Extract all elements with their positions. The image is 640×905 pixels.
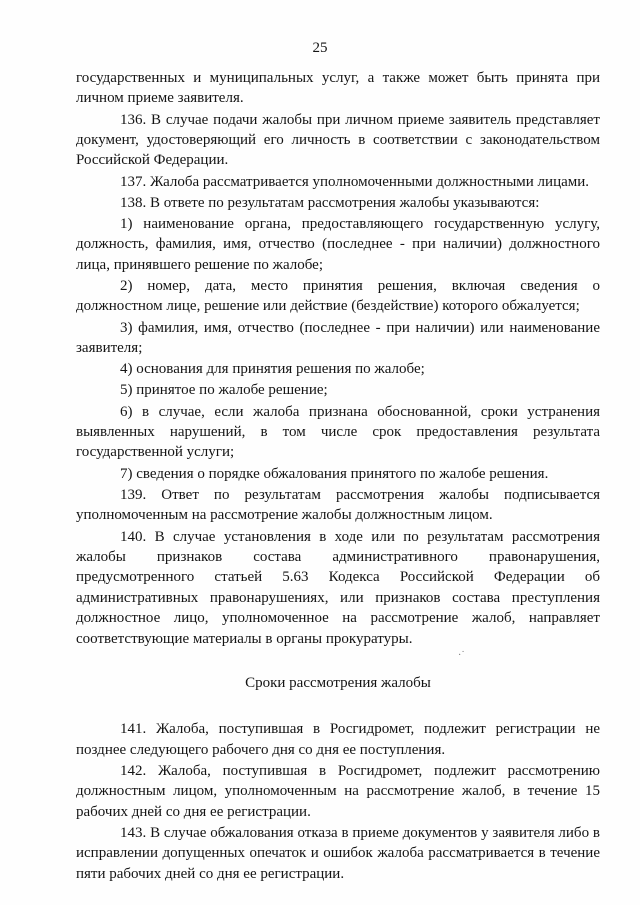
paragraph-continuation: государственных и муниципальных услуг, а также может быть принята при личном приеме заявителя. [76, 70, 600, 107]
list-item-3: 3) фамилия, имя, отчество (последнее - при наличии) или наименование заявителя; [76, 319, 600, 357]
section-heading: Сроки рассмотрения жалобы [245, 674, 431, 691]
scan-speck: ·˙ [458, 650, 465, 661]
page-number: 25 [312, 40, 328, 56]
paragraph-136: 136. В случае подачи жалобы при личном приеме заявитель представляет документ, удостоверяющий его личность в соответствии с законодательством Российской Федерации. [76, 111, 600, 169]
paragraph-139: 139. Ответ по результатам рассмотрения жалобы подписывается уполномоченным на рассмотрение жалобы должностным лицом. [76, 486, 600, 524]
paragraphs-top [76, 68, 600, 649]
paragraph-142: 142. Жалоба, поступившая в Росгидромет, подлежит рассмотрению должностным лицом, уполномоченным на рассмотрение жалоб, в течение 15 рабочих дней со дня ее регистрации. [76, 762, 600, 820]
paragraphs-bottom [76, 719, 600, 884]
document-body [76, 68, 600, 885]
paragraph-141: 141. Жалоба, поступившая в Росгидромет, подлежит регистрации не позднее следующего рабочего дня со дня ее поступления. [76, 721, 600, 758]
list-item-6: 6) в случае, если жалоба признана обоснованной, сроки устранения выявленных нарушений, в том числе срок предоставления результата государственной услуги; [76, 403, 600, 461]
list-item-5: 5) принятое по жалобе решение; [120, 382, 328, 399]
paragraph-143: 143. В случае обжалования отказа в приеме документов у заявителя либо в исправлении допущенных опечаток и ошибок жалоба рассматривается в течение пяти рабочих дней со дня ее регистрации. [76, 824, 600, 882]
list-item-1: 1) наименование органа, предоставляющего государственную услугу, должность, фамилия, имя, отчество (последнее - при наличии) должностного лица, принявшего решение по жалобе; [76, 216, 600, 273]
paragraph-138: 138. В ответе по результатам рассмотрения жалобы указываются: [120, 194, 540, 211]
paragraph-137: 137. Жалоба рассматривается уполномоченными должностными лицами. [120, 173, 590, 190]
list-item-4: 4) основания для принятия решения по жалобе; [120, 361, 425, 378]
list-item-7: 7) сведения о порядке обжалования принятого по жалобе решения. [120, 465, 549, 482]
paragraph-140: 140. В случае установления в ходе или по результатам рассмотрения жалобы признаков состава административного правонарушения, предусмотренного статьей 5.63 Кодекса Российской Федерации об административных правонарушениях, или признаков состава преступления должностное лицо, уполномоченное на рассмотрение жалоб, направляет соответствующие материалы в органы прокуратуры. [76, 528, 600, 647]
list-item-2: 2) номер, дата, место принятия решения, включая сведения о должностном лице, решение или действие (бездействие) которого обжалуется; [76, 278, 600, 315]
